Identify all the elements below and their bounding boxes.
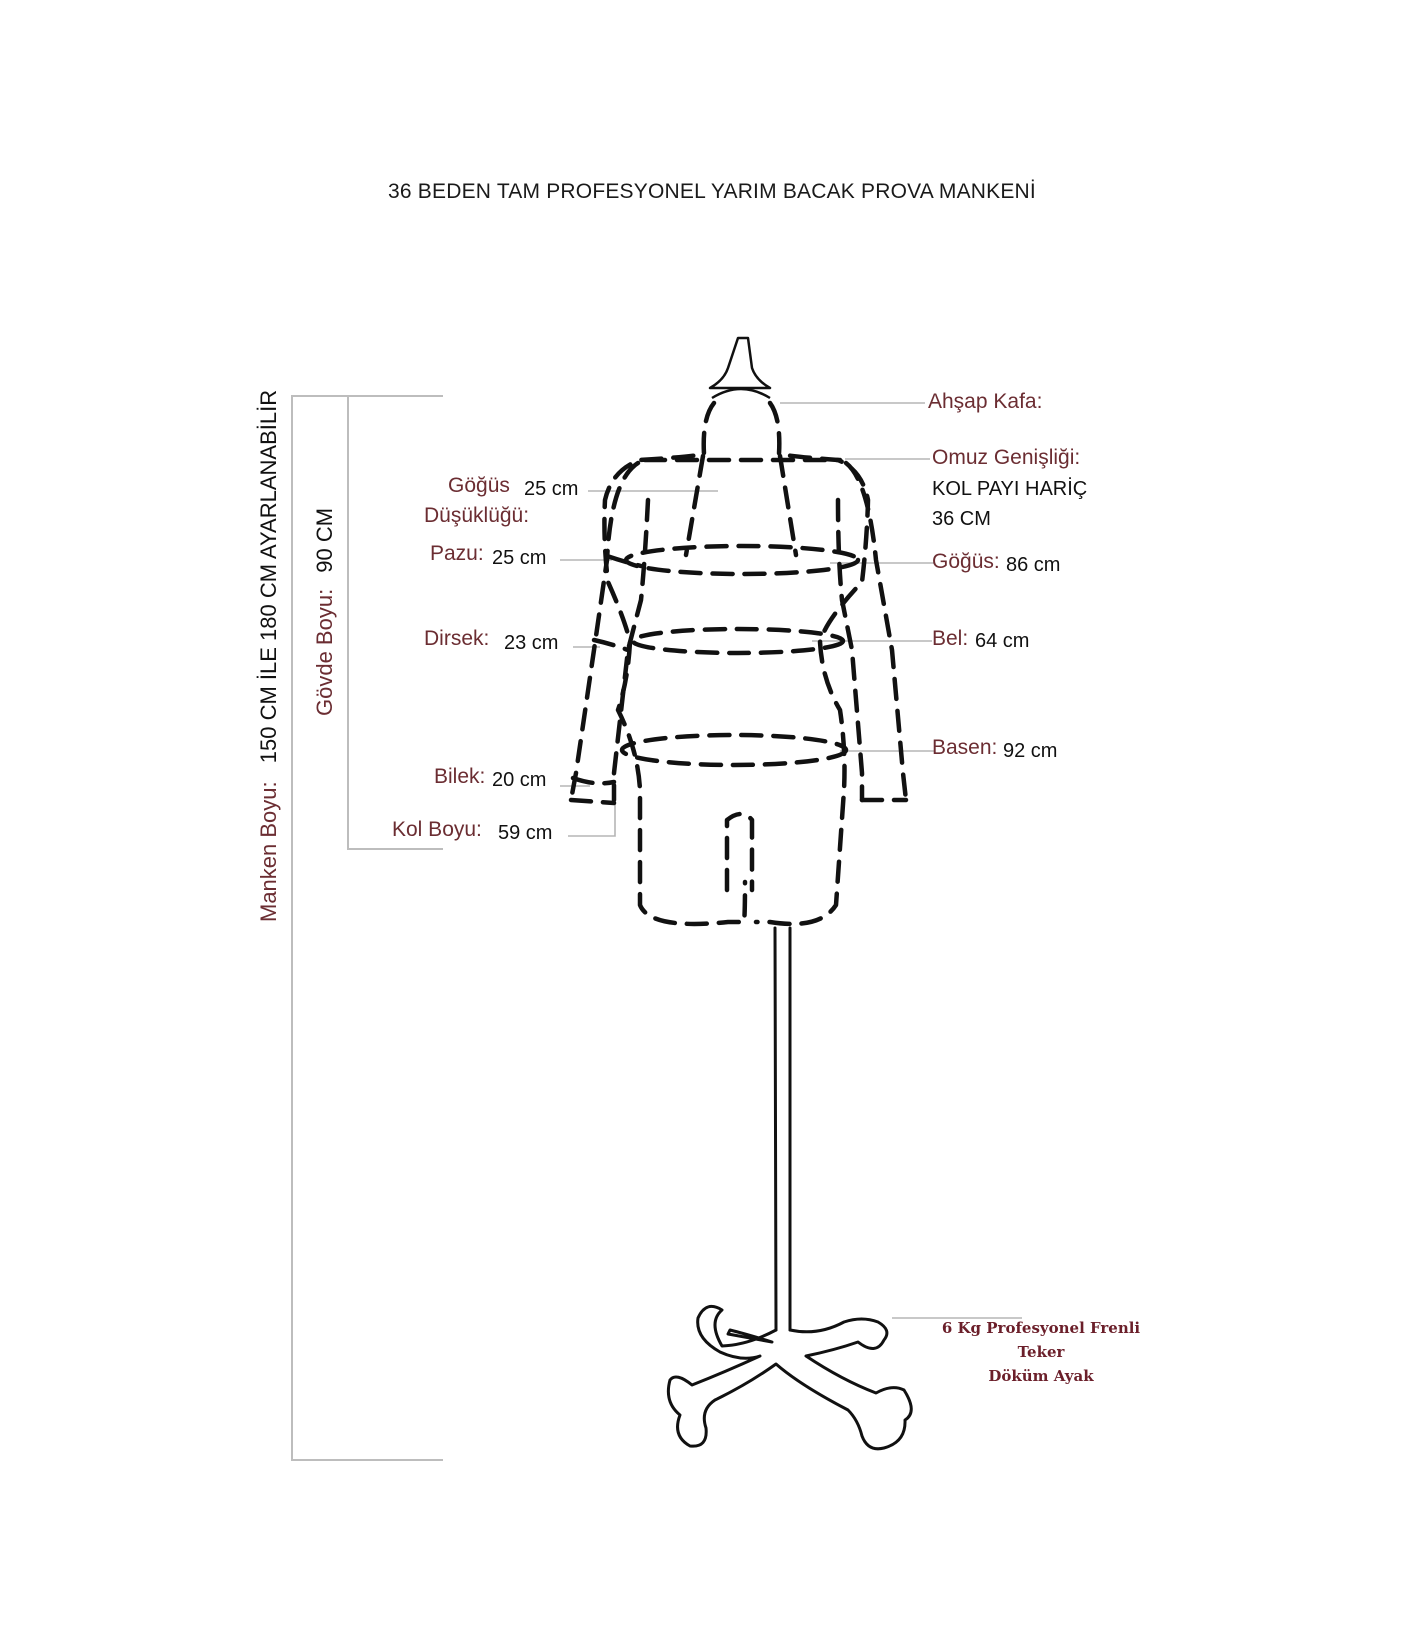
arm-length-label: Kol Boyu: <box>392 818 482 841</box>
shoulder-label: Omuz Genişliği: <box>932 446 1081 469</box>
upper-arm-value: 25 cm <box>492 547 547 569</box>
hip-ellipse <box>622 735 846 765</box>
arm-length-value: 59 cm <box>498 822 553 844</box>
head-label: Ahşap Kafa: <box>928 390 1043 413</box>
neck-to-bust-left <box>686 456 703 555</box>
head-pole <box>710 338 770 398</box>
stand-note-line1: 6 Kg Profesyonel Frenli Teker <box>941 1319 1141 1361</box>
torso-height-label: Gövde Boyu: <box>312 588 337 716</box>
mannequin-height-text <box>256 390 282 922</box>
waist-value: 64 cm <box>975 630 1030 652</box>
right-arm-outer <box>846 463 906 800</box>
wrist-label: Bilek: <box>434 765 486 788</box>
wrist-value: 20 cm <box>492 769 547 791</box>
bust-drop-label-line2: Düşüklüğü: <box>424 504 530 527</box>
elbow-value: 23 cm <box>504 632 559 654</box>
page-title: 36 BEDEN TAM PROFESYONEL YARIM BACAK PROVA MANKENİ <box>388 180 1036 203</box>
torso-height-value: 90 CM <box>312 507 337 573</box>
upper-arm-label: Pazu: <box>430 542 484 565</box>
leg-gap <box>727 814 752 890</box>
shoulder-note-line2: 36 CM <box>932 508 991 530</box>
hip-value: 92 cm <box>1003 740 1058 762</box>
elbow-label: Dirsek: <box>424 627 490 650</box>
bust-drop-label-line1: Göğüs <box>448 474 510 497</box>
bust-ellipse <box>626 546 858 574</box>
mannequin-height-value: 150 CM İLE 180 CM AYARLANABİLİR <box>256 389 281 764</box>
stand-note <box>926 1316 1156 1388</box>
waist-label: Bel: <box>932 627 969 650</box>
mannequin-height-label: Manken Boyu: <box>256 781 281 922</box>
neck-to-bust-right <box>780 456 796 555</box>
body-outline <box>571 403 906 924</box>
neck-cap <box>712 389 770 398</box>
hip-label: Basen: <box>932 736 998 759</box>
torso-height-text <box>312 508 338 716</box>
stand <box>668 928 911 1449</box>
stand-pole-left <box>775 928 776 1330</box>
left-upper-arm-band <box>607 556 641 566</box>
torso-height-bracket <box>348 396 443 849</box>
stand-note-line2: Döküm Ayak <box>988 1367 1094 1385</box>
left-wrist-band <box>573 778 614 783</box>
bust-label: Göğüs: <box>932 550 1000 573</box>
left-cuff <box>571 800 614 803</box>
shoulder-note-line1: KOL PAYI HARİÇ <box>932 478 1088 500</box>
bust-value: 86 cm <box>1006 554 1061 576</box>
left-elbow-band <box>594 640 628 650</box>
waist-ellipse <box>633 629 843 653</box>
bust-drop-value: 25 cm <box>524 478 579 500</box>
